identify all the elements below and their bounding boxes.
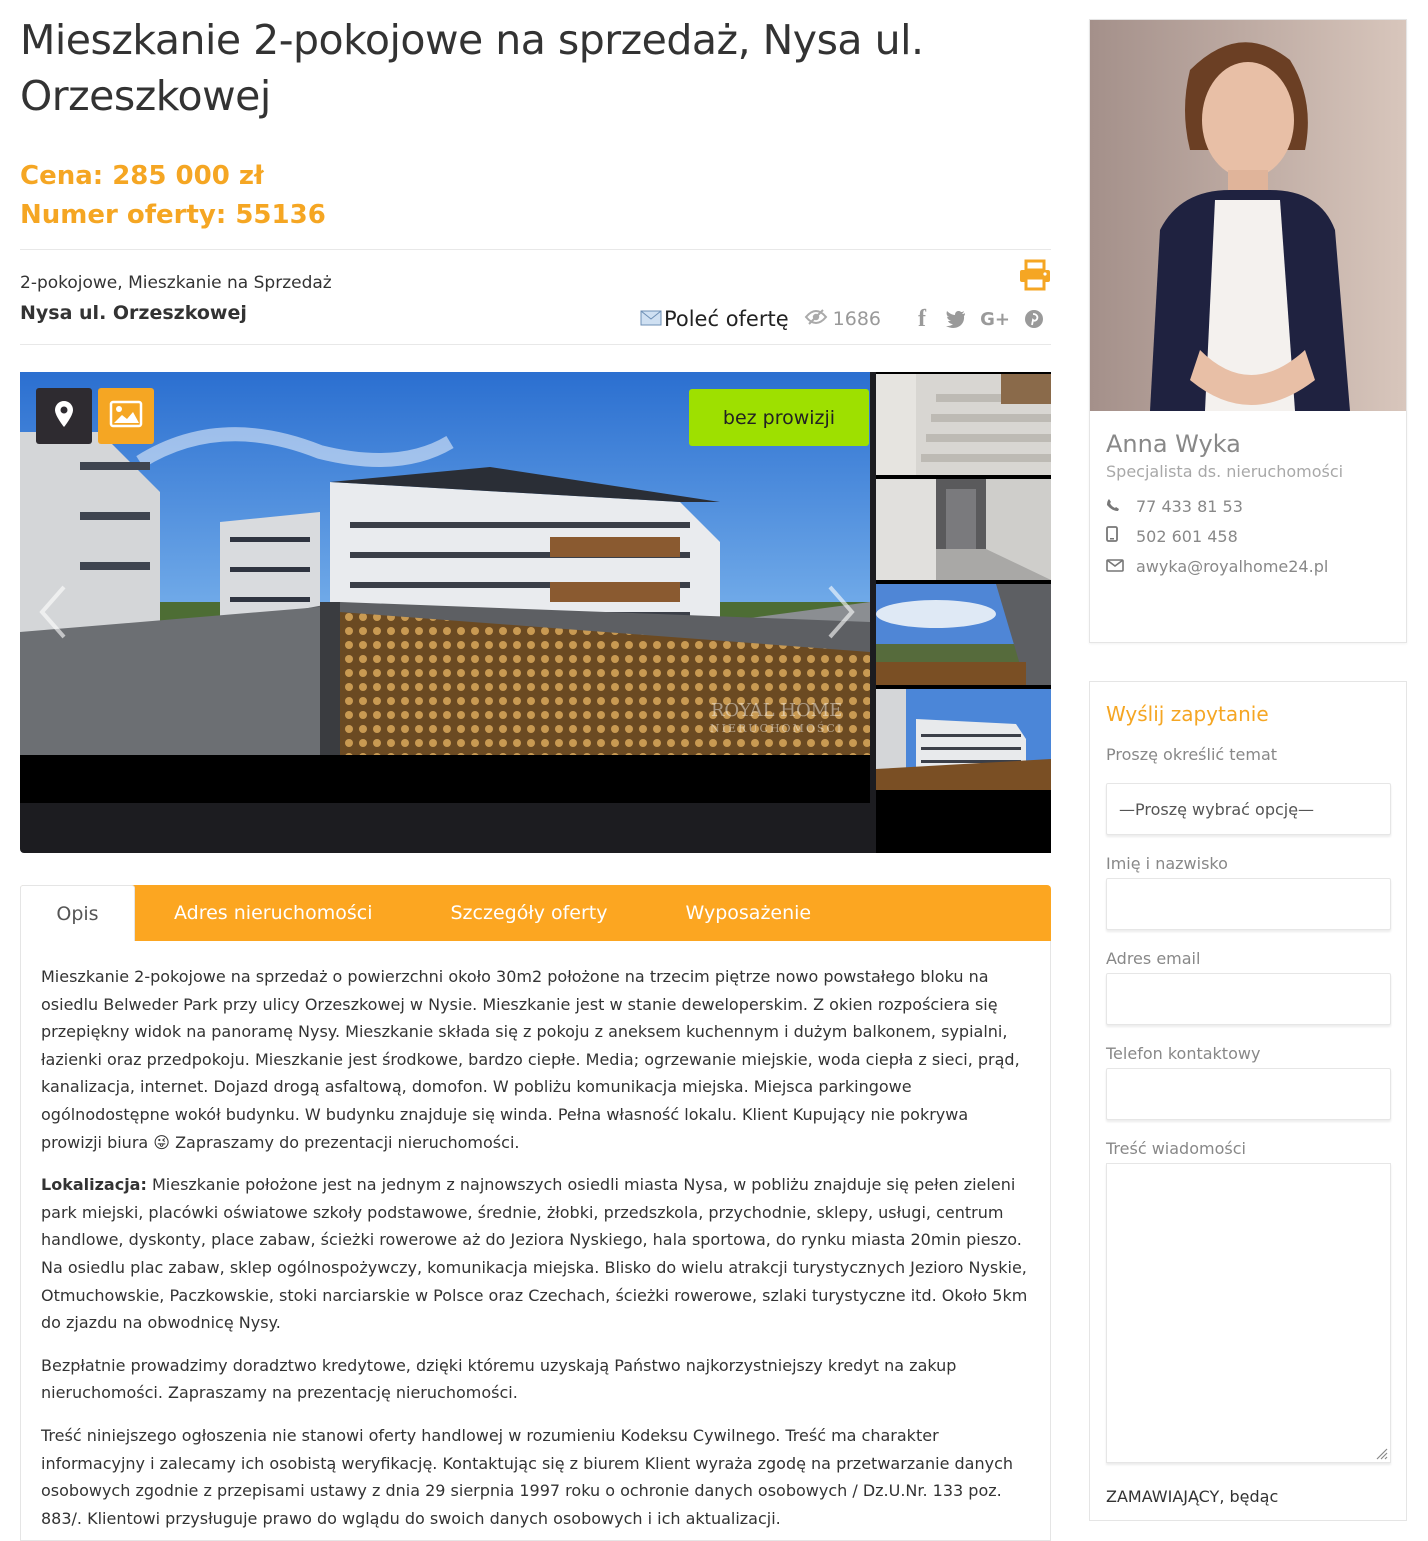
price-block	[20, 157, 1051, 235]
photo-caption-bar	[20, 755, 870, 803]
agent-phone[interactable]	[1090, 491, 1406, 521]
listing-address: Nysa ul. Orzeszkowej	[20, 302, 247, 324]
agent-email[interactable]	[1090, 551, 1406, 581]
divider	[20, 344, 1051, 345]
tab-equipment[interactable]: Wyposażenie	[685, 902, 812, 924]
print-icon[interactable]	[1019, 260, 1051, 290]
resize-handle-icon[interactable]	[1374, 1446, 1388, 1460]
thumbnail[interactable]	[876, 479, 1051, 580]
mobile-icon	[1106, 526, 1136, 546]
price: Cena: 285 000 zł	[20, 161, 264, 191]
share-row	[640, 304, 1051, 334]
inquiry-form	[1089, 681, 1407, 1521]
eye-icon	[805, 308, 827, 330]
tab-address[interactable]: Adres nieruchomości	[174, 902, 373, 924]
recommend-label: Poleć ofertę	[663, 307, 789, 331]
listing-meta	[20, 250, 1051, 344]
twitter-icon[interactable]	[939, 304, 973, 334]
main-column	[20, 0, 1051, 345]
tab-details[interactable]: Szczegóły oferty	[450, 902, 608, 924]
description-paragraph	[41, 963, 1030, 1156]
credit-paragraph: Bezpłatnie prowadzimy doradztwo kredytowe, dzięki któremu uzyskają Państwo najkorzystniejszy kredyt na zakup nieruchomości. Zapraszamy na prezentację nieruchomości.	[41, 1355, 957, 1403]
watermark-line2: NIERUCHOMOŚCI	[710, 722, 844, 735]
agent-phone-text: 77 433 81 53	[1136, 496, 1243, 516]
location-label: Lokalizacja:	[41, 1175, 147, 1195]
map-marker-icon	[55, 401, 73, 431]
agent-email-text: awyka@royalhome24.pl	[1136, 556, 1329, 576]
facebook-icon[interactable]: f	[918, 305, 926, 332]
location-paragraph	[41, 1171, 1030, 1337]
name-input[interactable]	[1106, 878, 1391, 930]
location-text: Mieszkanie położone jest na jednym z najnowszych osiedli miasta Nysa, w pobliżu znajduje się pełen zieleni park miejski, placówki oświatowe szkoły podstawowe, średnie, żłobki, przedszkola, przychodnie, sklepy, usługi, centrum handlowe, dyskonty, place zabaw, ścieżki rowerowe aż do Jeziora Nyskiego, hala sportowa, do rynku miasta 20min pieszo. Na osiedlu plac zabaw, sklep ogólnospożywczy, komunikacja miejska. Blisko do wielu atrakcji turystycznych Jezioro Nyskie, Otmuchowskie, Paczkowskie, stoki narciarskie w Polsce oraz Czechach, ścieżki rowerowe, szlaki turystyczne itd. Około 5km do zjazdu na obwodnicę Nysy.	[41, 1175, 1028, 1333]
agent-mobile-text: 502 601 458	[1136, 526, 1238, 546]
offer-number: Numer oferty: 55136	[20, 200, 326, 230]
watermark	[710, 702, 843, 738]
agent-role: Specjalista ds. nieruchomości	[1106, 462, 1344, 481]
phone-icon	[1106, 497, 1136, 516]
topic-select[interactable]: —Proszę wybrać opcję—	[1106, 783, 1391, 835]
no-commission-badge: bez prowizji	[689, 389, 869, 446]
message-textarea[interactable]	[1106, 1163, 1391, 1463]
previous-arrow-icon[interactable]	[34, 582, 74, 642]
image-icon	[110, 401, 142, 431]
description-text: Zapraszamy do prezentacji nieruchomości.	[175, 1132, 520, 1152]
phone-label: Telefon kontaktowy	[1106, 1044, 1261, 1063]
google-plus-icon[interactable]: G+	[980, 308, 1010, 330]
thumbnail[interactable]	[876, 584, 1051, 685]
envelope-icon	[640, 307, 662, 331]
thumbnail[interactable]	[876, 374, 1051, 475]
tab-description[interactable]: Opis	[20, 885, 135, 941]
name-label: Imię i nazwisko	[1106, 854, 1228, 873]
disclaimer-paragraph: Treść niniejszego ogłoszenia nie stanowi oferty handlowej w rozumieniu Kodeksu Cywilnego. Treść ma charakter informacyjny i zalecamy ich osobistą weryfikację. Kontaktując się z biurem Klient wyraża zgodę na przetwarzanie danych osobowych zgodnie z przepisami ustawy z dnia 29 sierpnia 1997 roku o ochronie danych osobowych / Dz.U.Nr. 133 poz. 883/. Klientowi przysługuje prawo do wglądu do swoich danych osobowych i ich aktualizacji.	[41, 1425, 1014, 1528]
views-count: 1686	[832, 308, 881, 330]
thumbnail[interactable]	[876, 689, 1051, 790]
email-label: Adres email	[1106, 949, 1201, 968]
phone-input[interactable]	[1106, 1068, 1391, 1120]
agent-name: Anna Wyka	[1106, 430, 1241, 458]
form-footer-text: ZAMAWIAJĄCY, będąc	[1106, 1487, 1279, 1506]
agent-photo	[1090, 20, 1406, 411]
map-marker-button[interactable]	[36, 388, 92, 444]
page-title: Mieszkanie 2-pokojowe na sprzedaż, Nysa ul. Orzeszkowej	[20, 16, 924, 120]
photo-gallery	[20, 372, 1051, 853]
thumbnail-strip	[876, 372, 1051, 853]
email-input[interactable]	[1106, 973, 1391, 1025]
agent-mobile[interactable]	[1090, 521, 1406, 551]
wink-emoji-icon: 😜	[153, 1132, 170, 1152]
form-heading: Wyślij zapytanie	[1106, 702, 1269, 726]
listing-type: 2-pokojowe, Mieszkanie na Sprzedaż	[20, 273, 332, 293]
agent-card	[1089, 19, 1407, 643]
views-counter	[805, 308, 881, 330]
mail-icon	[1106, 557, 1136, 576]
sidebar	[1089, 19, 1407, 1506]
description-text: Mieszkanie 2-pokojowe na sprzedaż o powierzchni około 30m2 położone na trzecim piętrze nowo powstałego bloku na osiedlu Belweder Park przy ulicy Orzeszkowej w Nysie. Mieszkanie jest w stanie deweloperskim. Z okien rozpościera się przepiękny widok na panoramę Nysy. Mieszkanie składa się z pokoju z aneksem kuchennym i dużym balkonem, sypialni, łazienki oraz przedpokoju. Mieszkanie jest środkowe, bardzo ciepłe. Media; ogrzewanie miejskie, woda ciepła z sieci, prąd, kanalizacja, internet. Dojazd drogą asfaltową, domofon. W pobliżu komunikacja miejska. Miejsca parkingowe ogólnodostępne wokół budynku. W budynku znajduje się winda. Pełna własność lokalu. Klient Kupujący nie pokrywa prowizji biura	[41, 967, 1020, 1152]
gallery-button[interactable]	[98, 388, 154, 444]
description-panel	[20, 941, 1051, 1541]
next-arrow-icon[interactable]	[820, 582, 860, 642]
watermark-line1: ROYAL HOME	[710, 700, 843, 721]
recommend-offer-button[interactable]	[640, 307, 789, 331]
message-label: Treść wiadomości	[1106, 1139, 1246, 1158]
pinterest-icon[interactable]	[1017, 304, 1051, 334]
tab-bar	[20, 885, 1051, 941]
topic-label: Proszę określić temat	[1106, 745, 1278, 764]
